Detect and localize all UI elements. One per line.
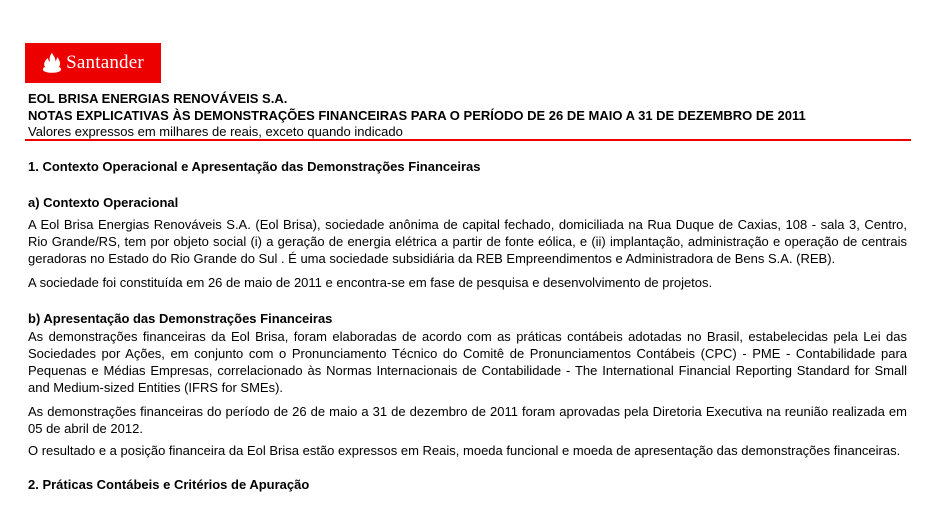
logo-text: Santander <box>66 52 144 73</box>
section-2-heading: 2. Práticas Contábeis e Critérios de Apuração <box>28 477 310 492</box>
paragraph: O resultado e a posição financeira da Eol Brisa estão expressos em Reais, moeda funcional e moeda de apresentação das demonstrações financeiras. <box>28 443 901 458</box>
document-subtitle: Valores expressos em milhares de reais, exceto quando indicado <box>28 124 403 139</box>
paragraph: As demonstrações financeiras da Eol Brisa, foram elaboradas de acordo com as práticas contábeis adotadas no Brasil, estabelecidas pela Lei das Sociedades por Ações, em conjunto com o Pronunciamento Técnico do Comitê de Pronunciamentos Contábeis (CPC) - PME - Contabilidade para Pequenas e Médias Empresas, correlacionado às Normas Internacionais de Contabilidade - The International Financial Reporting Standard for Small and Medium-sized Entities (IFRS for SMEs). <box>28 329 907 395</box>
paragraph: A Eol Brisa Energias Renováveis S.A. (Eol Brisa), sociedade anônima de capital fechado, domiciliada na Rua Duque de Caxias, 108 - sala 3, Centro, Rio Grande/RS, tem por objeto social (i) a geração de energia elétrica a partir de fonte eólica, e (ii) implantação, administração e operação de centrais geradoras no Estado do Rio Grande do Sul . É uma sociedade subsidiária da REB Empreendimentos e Administradora de Bens S.A. (REB). <box>28 217 907 266</box>
subsection-a-heading: a) Contexto Operacional <box>28 195 179 210</box>
flame-icon <box>42 52 62 74</box>
paragraph: As demonstrações financeiras do período de 26 de maio a 31 de dezembro de 2011 foram aprovadas pela Diretoria Executiva na reunião realizada em 05 de abril de 2012. <box>28 404 907 436</box>
paragraph: A sociedade foi constituída em 26 de maio de 2011 e encontra-se em fase de pesquisa e desenvolvimento de projetos. <box>28 275 713 290</box>
section-1-heading: 1. Contexto Operacional e Apresentação das Demonstrações Financeiras <box>28 159 481 174</box>
document-body <box>28 158 907 493</box>
subsection-b-heading: b) Apresentação das Demonstrações Financeiras <box>28 311 333 326</box>
header-divider <box>25 139 911 141</box>
santander-logo <box>25 43 161 83</box>
document-title: NOTAS EXPLICATIVAS ÀS DEMONSTRAÇÕES FINANCEIRAS PARA O PERÍODO DE 26 DE MAIO A 31 DE DEZEMBRO DE 2011 <box>28 108 806 123</box>
company-name: EOL BRISA ENERGIAS RENOVÁVEIS S.A. <box>28 91 288 106</box>
